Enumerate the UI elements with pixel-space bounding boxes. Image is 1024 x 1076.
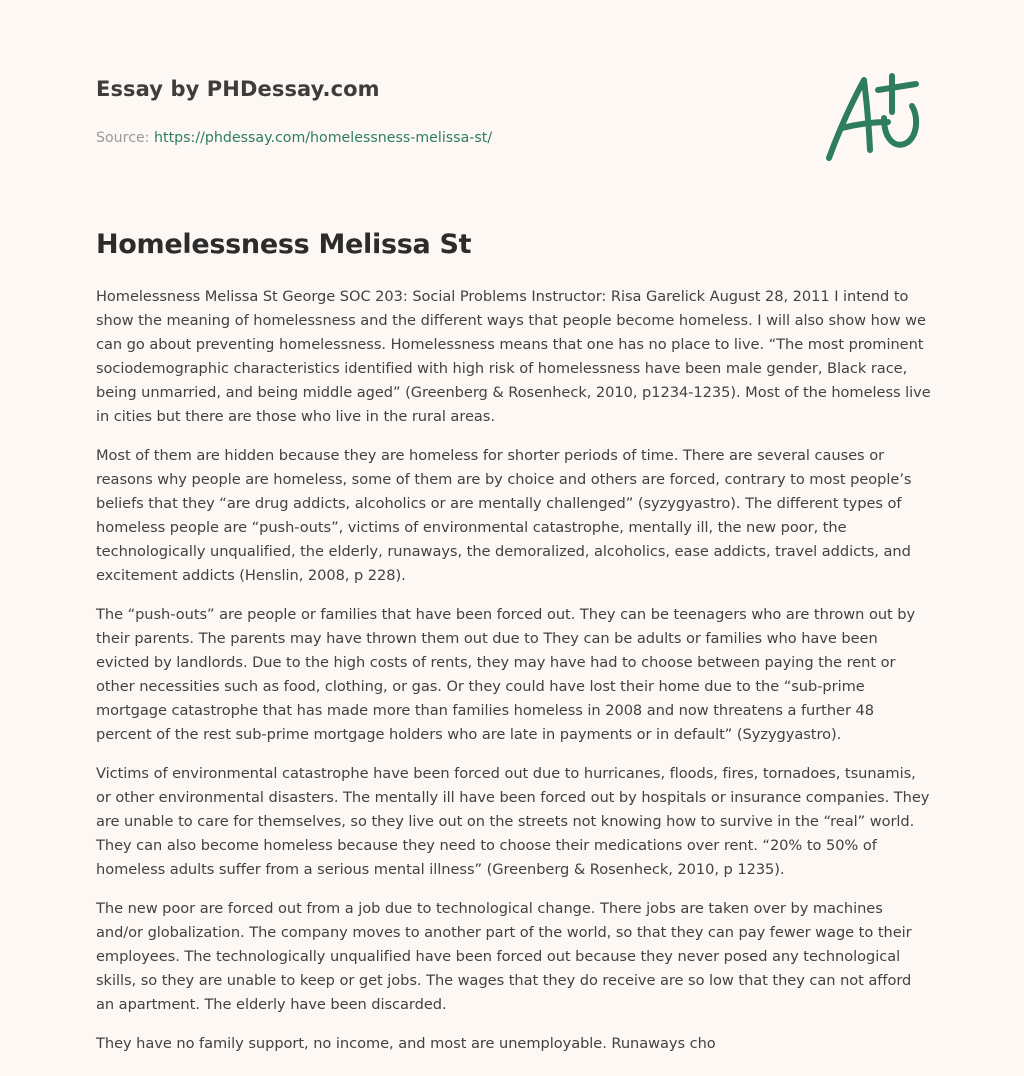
essay-paragraph: The new poor are forced out from a job due to technological change. There jobs are taken over by machines and/or globalization. The company moves to another part of the world, so that they can pay fewer wage to their employees. The technologically unqualified have been forced out because they never posed any technological skills, so they are unable to keep or get jobs. The wages that they do receive are so low that they can not afford an apartment. The elderly have been discarded.	[96, 900, 912, 1013]
site-title: Essay by PHDessay.com	[96, 77, 380, 101]
essay-paragraph: Most of them are hidden because they are homeless for shorter periods of time. There are several causes or reasons why people are homeless, some of them are by choice and others are forced, contrary to most people’s beliefs that they “are drug addicts, alcoholics or are mentally challenged” (syzygyastro). The different types of homeless people are “push-outs”, victims of environmental catastrophe, mentally ill, the new poor, the technologically unqualified, the elderly, runaways, the demoralized, alcoholics, ease addicts, travel addicts, and excitement addicts (Henslin, 2008, p 228).	[96, 447, 912, 584]
essay-title: Homelessness Melissa St	[96, 229, 472, 260]
essay-paragraph: They have no family support, no income, and most are unemployable. Runaways cho	[96, 1035, 716, 1052]
source-line	[96, 128, 796, 148]
essay-content	[96, 226, 932, 1071]
source-label: Source:	[96, 130, 150, 146]
essay-paragraph: Victims of environmental catastrophe have been forced out due to hurricanes, floods, fires, tornadoes, tsunamis, or other environmental disasters. The mentally ill have been forced out by hospitals or insurance companies. They are unable to care for themselves, so they live out on the streets not knowing how to survive in the “real” world. They can also become homeless because they need to choose their medications over rent. “20% to 50% of homeless adults suffer from a serious mental illness” (Greenberg & Rosenheck, 2010, p 1235).	[96, 765, 930, 878]
page-header	[96, 72, 796, 148]
a-plus-logo-icon	[818, 66, 930, 168]
source-link[interactable]: https://phdessay.com/homelessness-melissa-st/	[154, 130, 493, 146]
essay-paragraph: The “push-outs” are people or families that have been forced out. They can be teenagers who are thrown out by their parents. The parents may have thrown them out due to They can be adults or families who have been evicted by landlords. Due to the high costs of rents, they may have had to choose between paying the rent or other necessities such as food, clothing, or gas. Or they could have lost their home due to the “sub-prime mortgage catastrophe that has made more than families homeless in 2008 and now threatens a further 48 percent of the rest sub-prime mortgage holders who are late in payments or in default” (Syzygyastro).	[96, 606, 916, 743]
essay-paragraph: Homelessness Melissa St George SOC 203: Social Problems Instructor: Risa Garelick August 28, 2011 I intend to show the meaning of homelessness and the different ways that people become homeless. I will also show how we can go about preventing homelessness. Homelessness means that one has no place to live. “The most prominent sociodemographic characteristics identified with high risk of homelessness have been male gender, Black race, being unmarried, and being middle aged” (Greenberg & Rosenheck, 2010, p1234-1235). Most of the homeless live in cities but there are those who live in the rural areas.	[96, 288, 931, 425]
